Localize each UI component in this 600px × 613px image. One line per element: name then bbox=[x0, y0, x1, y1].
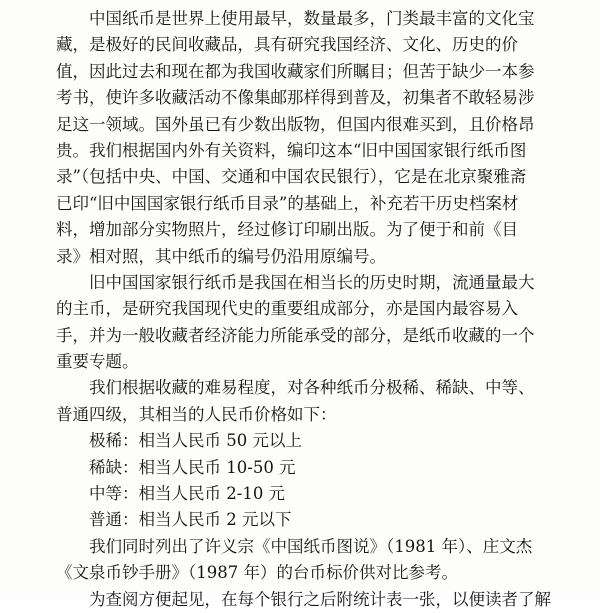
paragraph-1-line-1: 中国纸币是世界上使用最早，数量最多，门类最丰富的文化宝 bbox=[89, 9, 535, 28]
paragraph-2-line-3: 手，并为一般收藏者经济能力所能承受的部分，是纸币收藏的一个 bbox=[56, 325, 535, 345]
body-text bbox=[56, 6, 586, 613]
paragraph-1-line-6: 贵。我们根据国内外有关资料，编印这本“旧中国国家银行纸币图 bbox=[56, 140, 527, 160]
paragraph-2-line-1: 旧中国国家银行纸币是我国在相当长的历史时期，流通量最大 bbox=[89, 272, 535, 292]
paragraph-4-line-1: 我们同时列出了许义宗《中国纸币图说》（1981 年）、庄文杰 bbox=[89, 536, 533, 556]
paragraph-2-line-2: 的主币，是研究我国现代史的重要组成部分，亦是国内最容易入 bbox=[56, 299, 518, 319]
price-level-medium: 中等：相当人民币 2-10 元 bbox=[89, 484, 286, 504]
paragraph-3-line-1: 我们根据收藏的难易程度，对各种纸币分极稀、稀缺、中等、 bbox=[89, 378, 535, 398]
paragraph-4-line-2: 《文泉币钞手册》（1987 年）的台币标价供对比参考。 bbox=[56, 563, 458, 583]
price-level-rare: 稀缺：相当人民币 10-50 元 bbox=[89, 457, 296, 477]
paragraph-1-line-10: 录》相对照，其中纸币的编号仍沿用原编号。 bbox=[56, 246, 386, 266]
paragraph-1-line-8: 已印“旧中国国家银行纸币目录”的基础上，补充若干历史档案材 bbox=[56, 193, 519, 213]
paragraph-1-line-9: 料，增加部分实物照片，经过修订印刷出版。为了便于和前《目 bbox=[56, 220, 518, 240]
paragraph-1-line-7: 录”（包括中央、中国、交通和中国农民银行），它是在北京聚雅斋 bbox=[56, 167, 527, 187]
paragraph-3-line-2: 普通四级，其相当的人民币价格如下： bbox=[56, 404, 337, 424]
price-level-very-rare: 极稀：相当人民币 50 元以上 bbox=[89, 431, 302, 451]
paragraph-5-line-1: 为查阅方便起见，在每个银行之后附统计表一张，以便读者了解 bbox=[89, 589, 551, 609]
paragraph-1-line-3: 值，因此过去和现在都为我国收藏家们所瞩目；但苦于缺少一本参 bbox=[56, 61, 535, 81]
price-level-common: 普通：相当人民币 2 元以下 bbox=[89, 510, 292, 530]
paragraph-2-line-4: 重要专题。 bbox=[56, 352, 139, 372]
paragraph-1-line-5: 足这一领域。国外虽已有少数出版物，但国内很难买到，且价格昂 bbox=[56, 114, 535, 134]
paragraph-1-line-2: 藏，是极好的民间收藏品，具有研究我国经济、文化、历史的价 bbox=[56, 35, 518, 55]
paragraph-1-line-4: 考书，使许多收藏活动不像集邮那样得到普及，初集者不敢轻易涉 bbox=[56, 88, 535, 108]
